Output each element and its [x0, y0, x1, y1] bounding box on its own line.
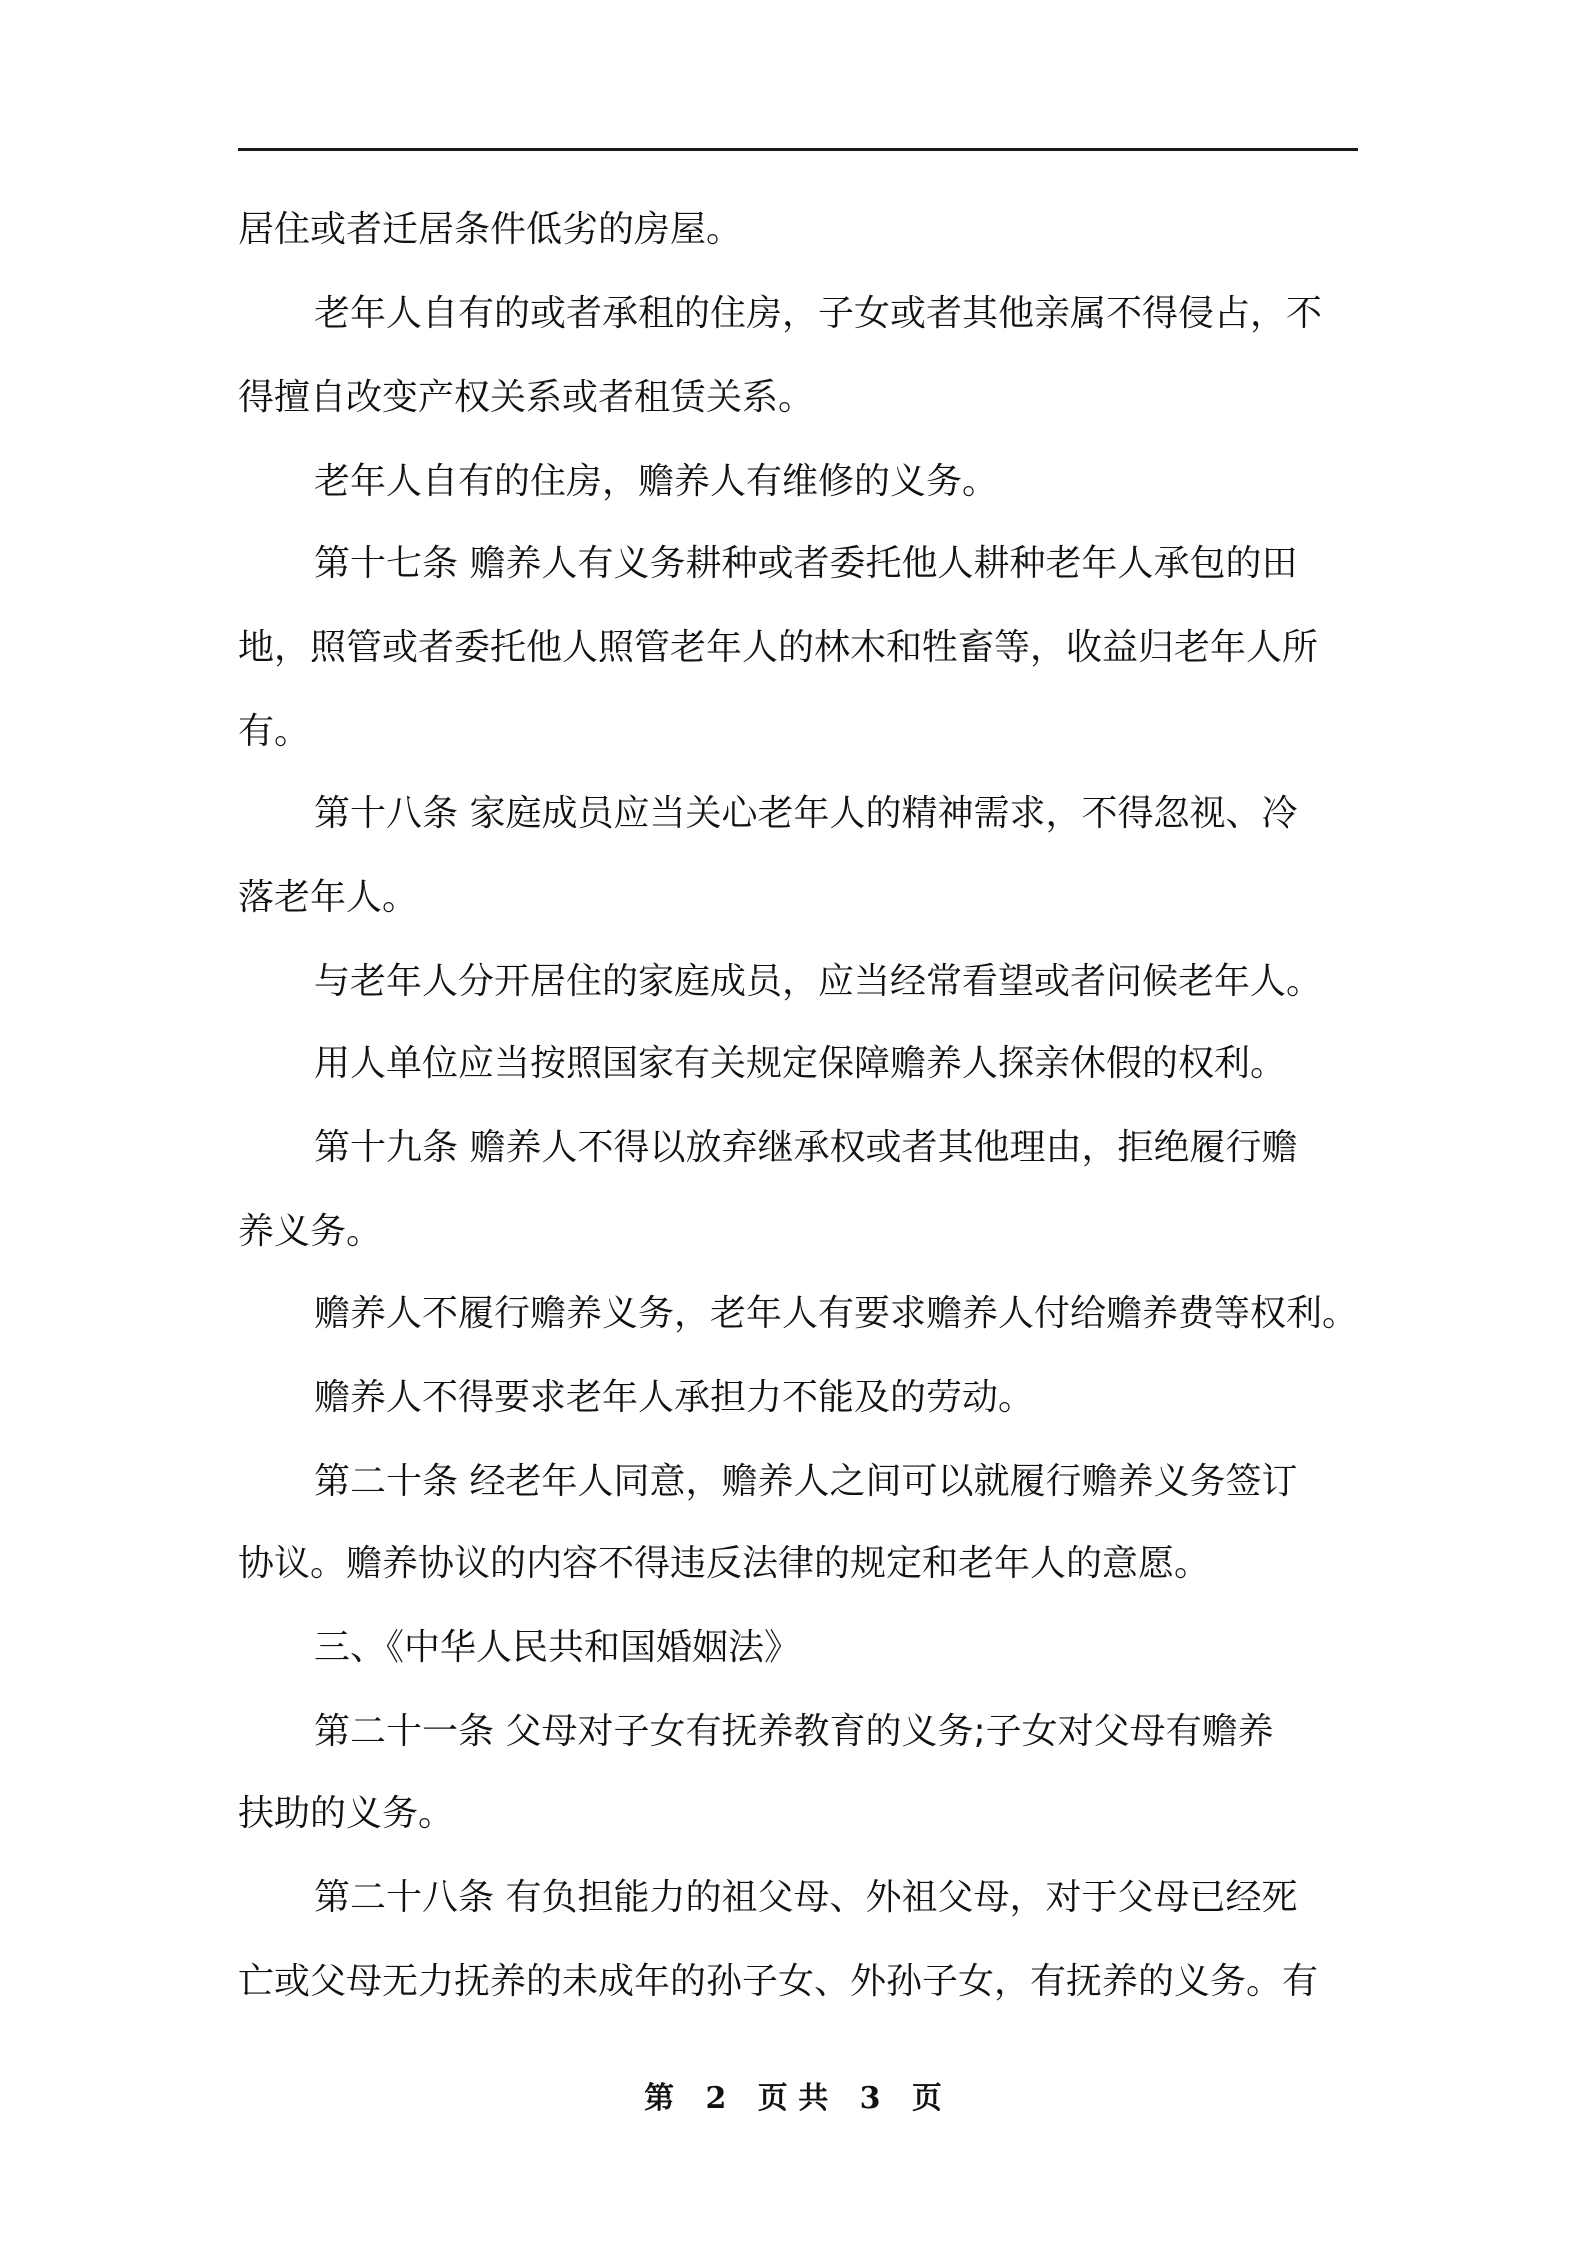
page-footer — [0, 2079, 1586, 2119]
text-line: 与老年人分开居住的家庭成员，应当经常看望或者问候老年人。 — [314, 961, 1323, 1002]
footer-suffix: 页 — [911, 2081, 942, 2116]
text-line: 居住或者迁居条件低劣的房屋。 — [238, 209, 743, 250]
text-line: 第二十八条 有负担能力的祖父母、外祖父母，对于父母已经死 — [314, 1877, 1298, 1918]
text-line: 养义务。 — [238, 1211, 383, 1252]
text-line: 老年人自有的或者承租的住房，子女或者其他亲属不得侵占，不 — [314, 293, 1323, 334]
text-line: 有。 — [238, 711, 311, 752]
footer-middle: 页 共 — [757, 2081, 829, 2116]
text-line: 第二十一条 父母对子女有抚养教育的义务;子女对父母有赡养 — [314, 1711, 1274, 1752]
text-line: 地，照管或者委托他人照管老年人的林木和牲畜等，收益归老年人所 — [238, 627, 1319, 668]
text-line: 第十八条 家庭成员应当关心老年人的精神需求，不得忽视、冷 — [314, 793, 1298, 834]
text-line: 第十七条 赡养人有义务耕种或者委托他人耕种老年人承包的田 — [314, 543, 1298, 584]
text-line: 得擅自改变产权关系或者租赁关系。 — [238, 377, 815, 418]
text-line: 第二十条 经老年人同意，赡养人之间可以就履行赡养义务签订 — [314, 1461, 1298, 1502]
footer-prefix: 第 — [644, 2081, 675, 2116]
header-rule — [238, 148, 1358, 151]
text-line: 赡养人不得要求老年人承担力不能及的劳动。 — [314, 1377, 1035, 1418]
text-line: 赡养人不履行赡养义务，老年人有要求赡养人付给赡养费等权利。 — [314, 1293, 1359, 1334]
text-line: 亡或父母无力抚养的未成年的孙子女、外孙子女，有抚养的义务。有 — [238, 1961, 1319, 2002]
section-heading: 三、《中华人民共和国婚姻法》 — [314, 1627, 801, 1668]
text-line: 协议。赡养协议的内容不得违反法律的规定和老年人的意愿。 — [238, 1543, 1211, 1584]
footer-total-pages: 3 — [859, 2081, 881, 2116]
text-line: 落老年人。 — [238, 877, 419, 918]
text-line: 扶助的义务。 — [238, 1793, 455, 1834]
text-line: 用人单位应当按照国家有关规定保障赡养人探亲休假的权利。 — [314, 1043, 1287, 1084]
footer-current-page: 2 — [705, 2081, 727, 2116]
text-line: 第十九条 赡养人不得以放弃继承权或者其他理由，拒绝履行赡 — [314, 1127, 1298, 1168]
text-line: 老年人自有的住房，赡养人有维修的义务。 — [314, 461, 999, 502]
